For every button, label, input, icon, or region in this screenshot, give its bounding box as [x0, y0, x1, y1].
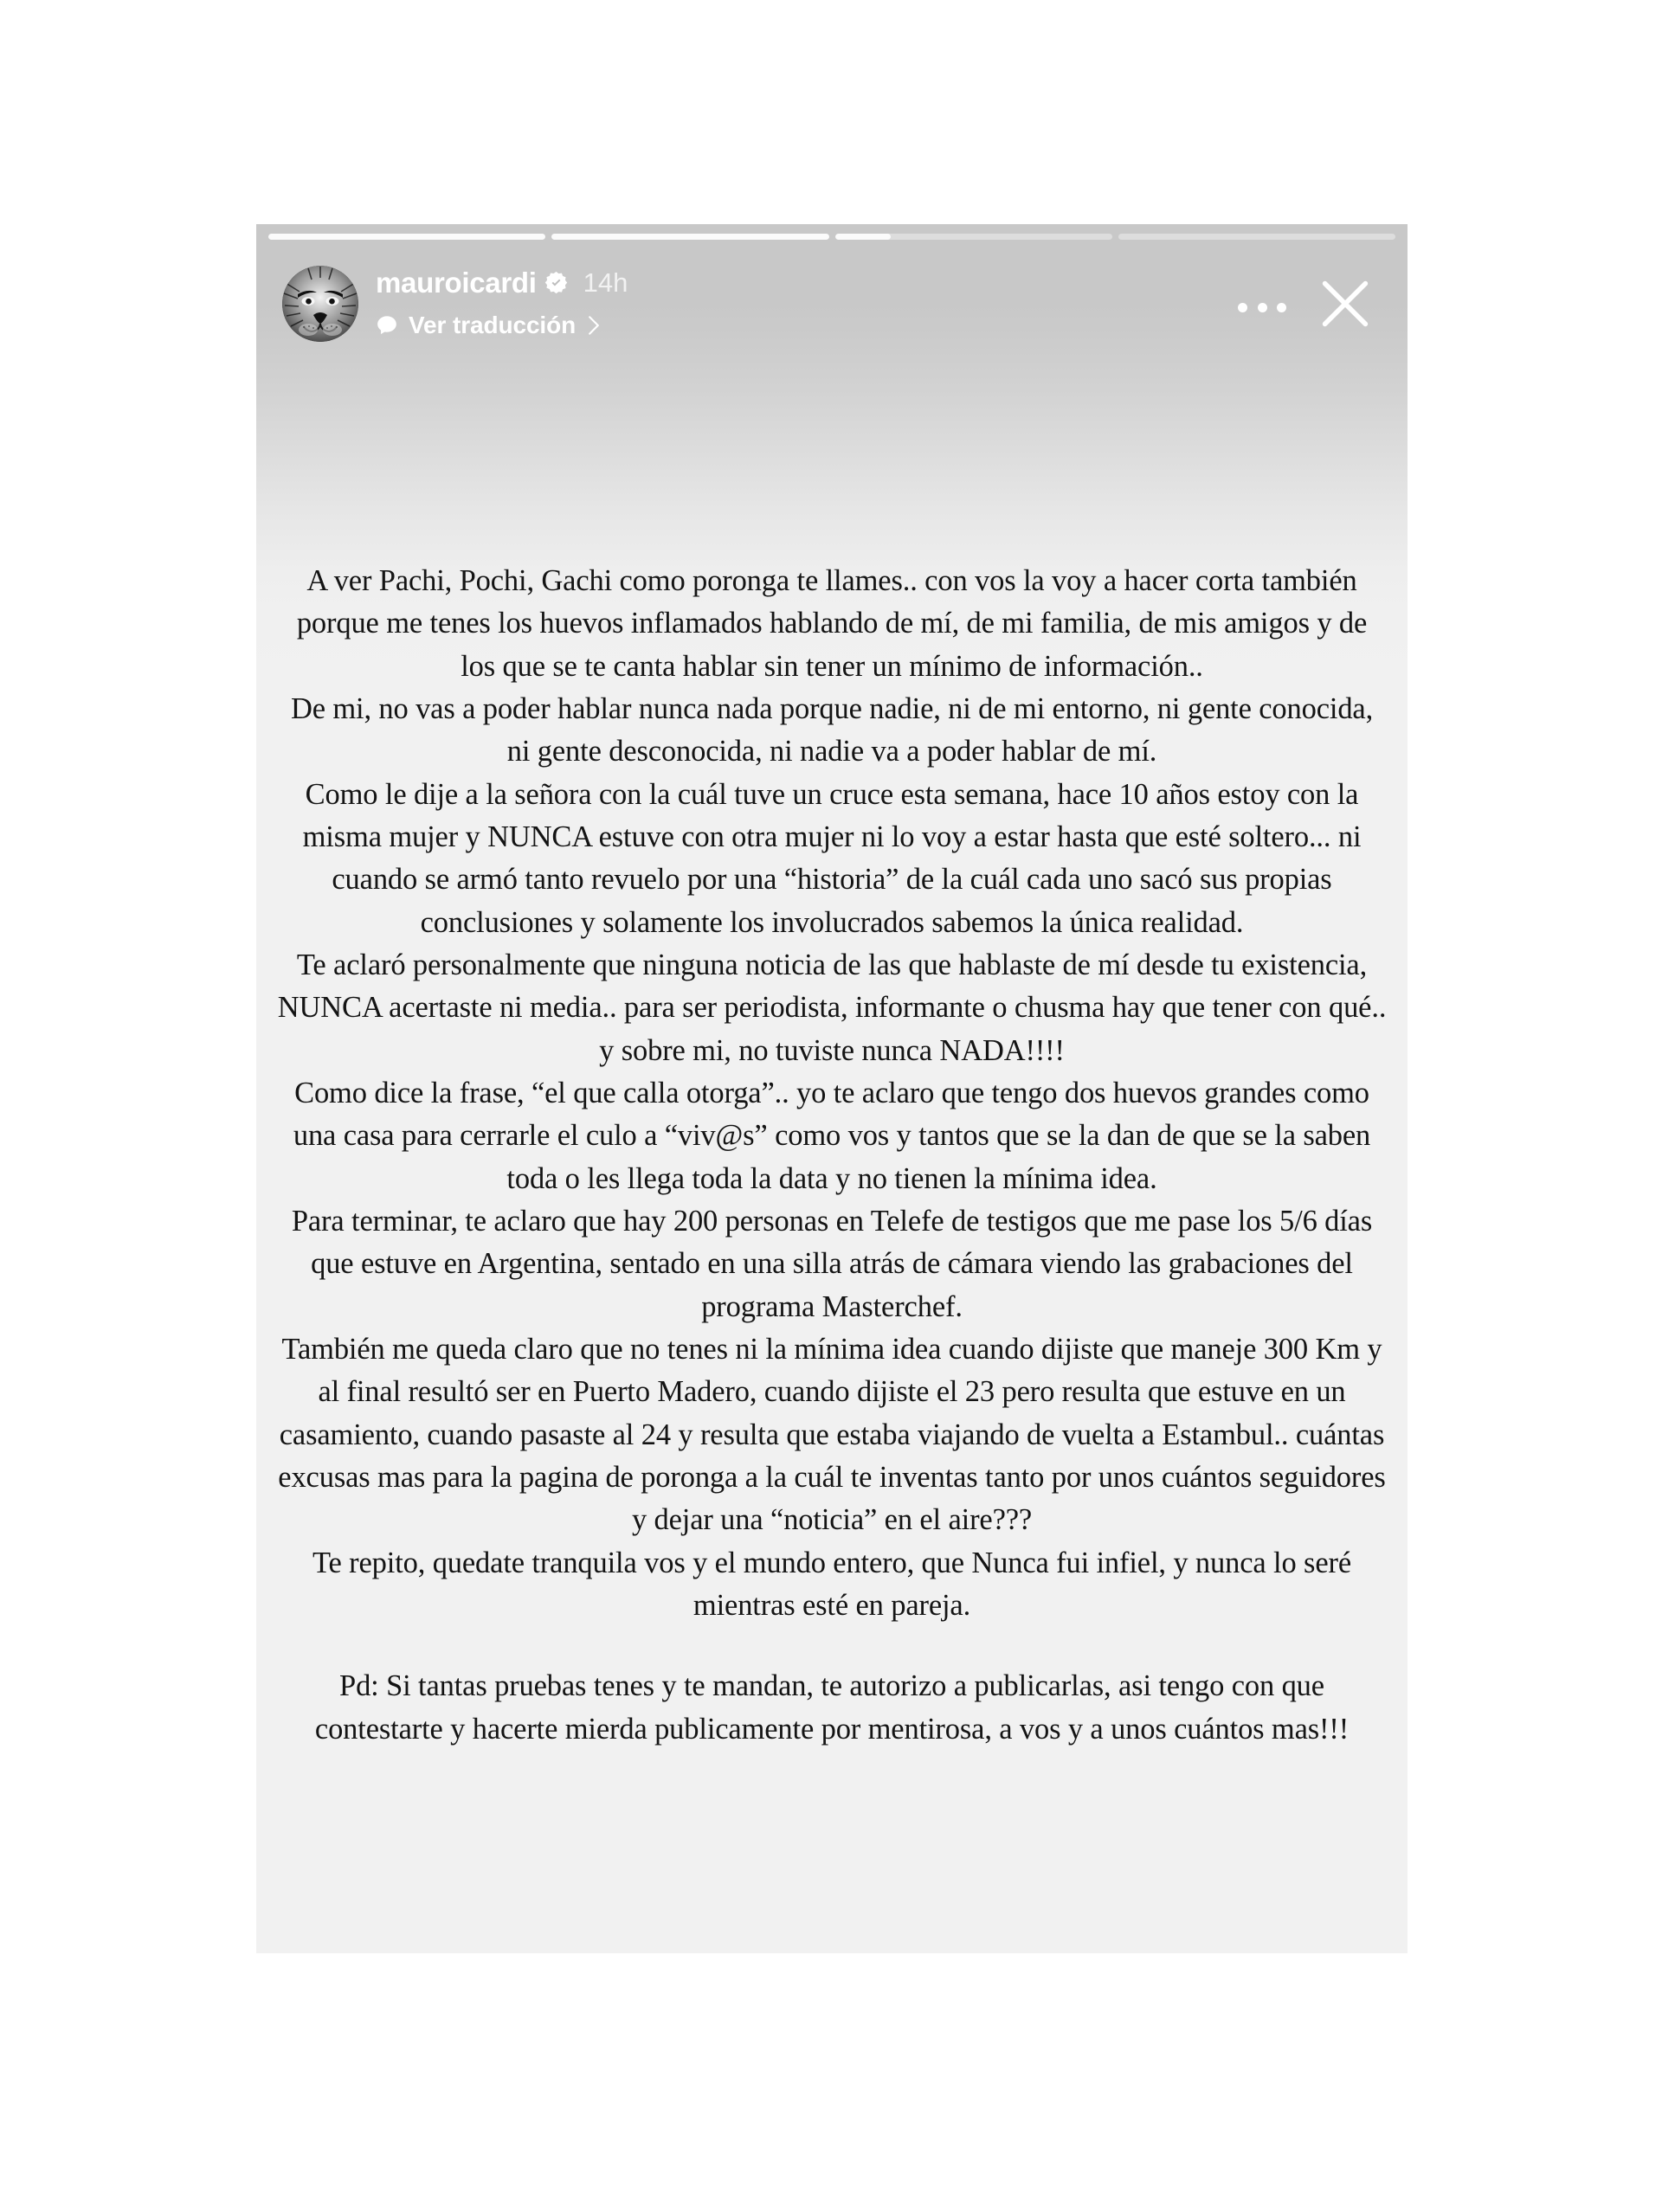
close-icon[interactable]: [1314, 273, 1376, 335]
story-progress-fill: [268, 234, 545, 240]
story-progress-segment[interactable]: [268, 234, 545, 240]
more-dot: [1258, 303, 1267, 312]
story-paragraph-spacer: [277, 1627, 1387, 1665]
story-paragraph: De mi, no vas a poder hablar nunca nada porque nadie, ni de mi entorno, ni gente conocida, ni gente desconocida, ni nadie va a poder hablar de mí.: [290, 691, 1374, 768]
story-paragraph: Pd: Si tantas pruebas tenes y te mandan, te autorizo a publicarlas, asi tengo con que contestarte y hacerte mierda publicamente por mentirosa, a vos y a unos cuántos mas!!!: [314, 1669, 1350, 1746]
story-paragraph: Te aclaró personalmente que ninguna noticia de las que hablaste de mí desde tu existencia, NUNCA acertaste ni media.. para ser periodista, informante o chusma hay que tener con qué.. y sobre mi, no tuviste nunca NADA!!!!: [277, 948, 1387, 1067]
speech-bubble-icon: [376, 314, 398, 337]
story-paragraph: También me queda claro que no tenes ni la mínima idea cuando dijiste que maneje 300 Km y al final resultó ser en Puerto Madero, cuando dijiste el 23 pero resulta que estuve en un casamiento, cuando pasaste al 24 y resulta que estaba viajando de vuelta a Estambul.. cuántas excusas mas para la pagina de poronga a la cuál te inventas tanto por unos cuántos seguidores y dejar una “noticia” en el aire???: [278, 1332, 1386, 1537]
story-text-body: [256, 560, 1408, 1751]
story-progress-fill: [551, 234, 828, 240]
story-header-texts: [376, 262, 628, 344]
story-paragraph: Como le dije a la señora con la cuál tuve un cruce esta semana, hace 10 años estoy con la misma mujer y NUNCA estuve con otra mujer ni lo voy a estar hasta que esté soltero... ni cuando se armó tanto revuelo por una “historia” de la cuál cada uno sacó sus propias conclusiones y solamente los involucrados sabemos la única realidad.: [302, 777, 1362, 939]
username-label[interactable]: mauroicardi: [376, 266, 537, 299]
story-paragraph: Te repito, quedate tranquila vos y el mundo entero, que Nunca fui infiel, y nunca lo seré mientras esté en pareja.: [312, 1546, 1351, 1622]
username-row[interactable]: [376, 262, 628, 302]
view-translation-button[interactable]: [376, 307, 628, 344]
instagram-story-card[interactable]: [256, 224, 1408, 1953]
story-progress-segment[interactable]: [835, 234, 1112, 240]
story-header: [268, 259, 1395, 354]
more-options-icon[interactable]: [1238, 293, 1286, 321]
story-progress-segment[interactable]: [551, 234, 828, 240]
more-dot: [1277, 303, 1286, 312]
chevron-right-icon: [587, 315, 601, 336]
verified-badge-icon: [544, 271, 568, 294]
story-progress-segment[interactable]: [1118, 234, 1395, 240]
story-paragraph: Para terminar, te aclaro que hay 200 personas en Telefe de testigos que me pase los 5/6 días que estuve en Argentina, sentado en una silla atrás de cámara viendo las grabaciones del programa Masterchef.: [291, 1204, 1373, 1323]
story-progress-fill: [835, 234, 891, 240]
story-paragraph: Como dice la frase, “el que calla otorga”.. yo te aclaro que tengo dos huevos grandes como una casa para cerrarle el culo a “viv@s” como vos y tantos que se la dan de que se la saben toda o les llega toda la data y no tienen la mínima idea.: [293, 1076, 1371, 1195]
avatar[interactable]: [282, 266, 358, 342]
more-dot: [1238, 303, 1247, 312]
avatar-lion-face-icon: [282, 266, 358, 342]
story-paragraph: A ver Pachi, Pochi, Gachi como poronga te llames.. con vos la voy a hacer corta también porque me tenes los huevos inflamados hablando de mí, de mi familia, de mis amigos y de los que se te canta hablar sin tener un mínimo de información..: [296, 564, 1368, 683]
story-progress-bars: [268, 234, 1395, 240]
view-translation-label: Ver traducción: [409, 312, 577, 338]
story-timestamp: 14h: [583, 267, 628, 298]
